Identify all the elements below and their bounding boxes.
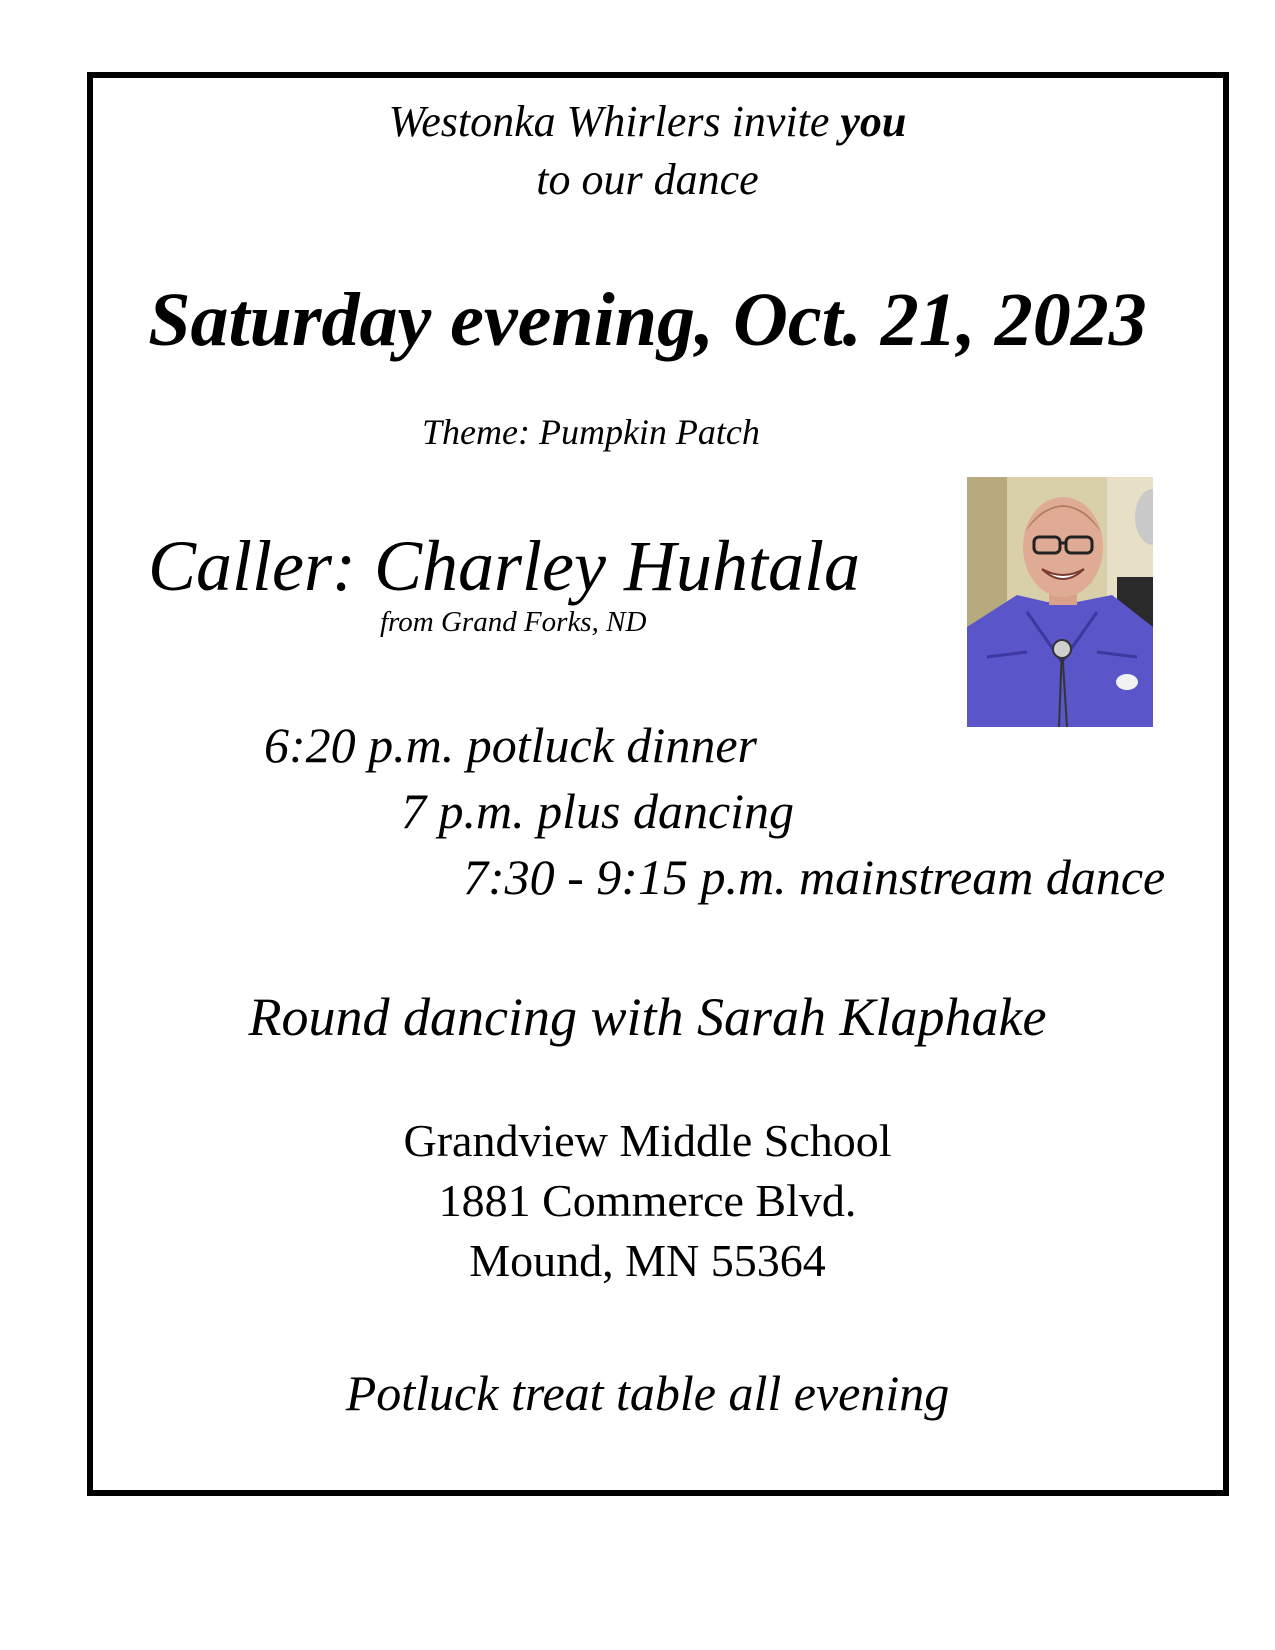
caller-origin: from Grand Forks, ND <box>380 606 647 638</box>
footer-note: Potluck treat table all evening <box>345 1365 950 1421</box>
venue-city: Mound, MN 55364 <box>469 1235 826 1286</box>
invite-line-1: Westonka Whirlers invite you <box>388 97 907 146</box>
venue-name: Grandview Middle School <box>403 1115 892 1166</box>
schedule-item: 6:20 p.m. potluck dinner <box>264 717 757 773</box>
invite-emphasis: you <box>840 97 907 146</box>
caller-name: Caller: Charley Huhtala <box>148 526 860 606</box>
caller-photo <box>967 477 1153 727</box>
event-theme: Theme: Pumpkin Patch <box>422 412 760 452</box>
schedule-item: 7:30 - 9:15 p.m. mainstream dance <box>463 849 1166 905</box>
schedule-item: 7 p.m. plus dancing <box>401 783 795 839</box>
event-date: Saturday evening, Oct. 21, 2023 <box>148 278 1147 362</box>
round-dancing-note: Round dancing with Sarah Klaphake <box>248 987 1047 1047</box>
venue-street: 1881 Commerce Blvd. <box>438 1175 857 1226</box>
invite-line-2: to our dance <box>536 155 759 204</box>
